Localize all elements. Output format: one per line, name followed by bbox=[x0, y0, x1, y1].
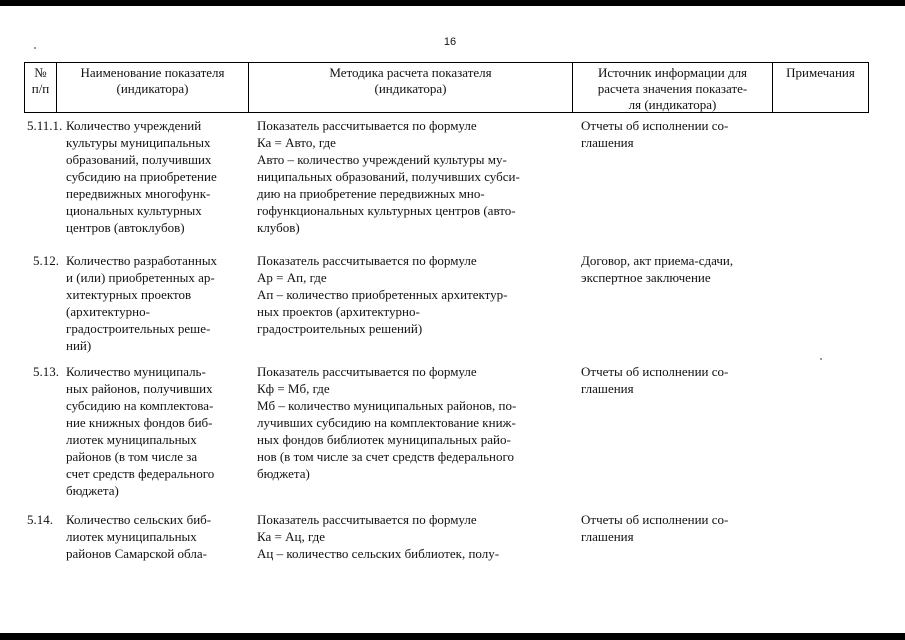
text-line: Отчеты об исполнении со- bbox=[581, 364, 729, 379]
text-line: (архитектурно- bbox=[66, 304, 150, 319]
text-line: Количество учреждений bbox=[66, 118, 202, 133]
header-line: расчета значения показате- bbox=[597, 81, 748, 96]
row-number: 5.12. bbox=[33, 253, 59, 268]
formula: Ка = Авто, где bbox=[257, 135, 336, 150]
indicator-name bbox=[66, 511, 246, 562]
header-line: Примечания bbox=[786, 65, 855, 80]
text-line: нов (в том числе за счет средств федерального bbox=[257, 449, 514, 464]
information-source bbox=[581, 252, 771, 286]
indicator-name bbox=[66, 252, 246, 354]
text-line: культуры муниципальных bbox=[66, 135, 211, 150]
text-line: субсидию на комплектова- bbox=[66, 398, 214, 413]
text-line: циональных культурных bbox=[66, 203, 202, 218]
text-line: ние книжных фондов биб- bbox=[66, 415, 213, 430]
text-line: градостроительных решений) bbox=[257, 321, 423, 336]
header-name bbox=[57, 65, 248, 97]
indicator-name bbox=[66, 117, 246, 236]
text-line: ных фондов библиотек муниципальных райо- bbox=[257, 432, 511, 447]
table-header bbox=[24, 62, 869, 113]
text-line: ных районов, получивших bbox=[66, 381, 213, 396]
header-method bbox=[249, 65, 572, 97]
text-line: хитектурных проектов bbox=[66, 287, 192, 302]
header-notes bbox=[773, 65, 868, 81]
header-num bbox=[25, 65, 56, 97]
header-line: (индикатора) bbox=[374, 81, 447, 96]
text-line: лиотек муниципальных bbox=[66, 529, 197, 544]
header-line: п/п bbox=[31, 81, 50, 96]
row-number: 5.13. bbox=[33, 364, 59, 379]
text-line: Показатель рассчитывается по формуле bbox=[257, 118, 477, 133]
text-line: образований, получивших bbox=[66, 152, 212, 167]
scan-top-border bbox=[0, 0, 905, 6]
formula: Ар = Ап, где bbox=[257, 270, 327, 285]
calculation-method bbox=[257, 252, 577, 337]
text-line: лиотек муниципальных bbox=[66, 432, 197, 447]
header-line: Наименование показателя bbox=[80, 65, 225, 80]
text-line: Отчеты об исполнении со- bbox=[581, 512, 729, 527]
text-line: передвижных многофунк- bbox=[66, 186, 211, 201]
text-line: районов (в том числе за bbox=[66, 449, 198, 464]
text-line: Авто – количество учреждений культуры му- bbox=[257, 152, 507, 167]
text-line: ний) bbox=[66, 338, 92, 353]
information-source bbox=[581, 117, 771, 151]
formula: Кф = Мб, где bbox=[257, 381, 330, 396]
text-line: субсидию на приобретение bbox=[66, 169, 217, 184]
text-line: градостроительных реше- bbox=[66, 321, 211, 336]
text-line: и (или) приобретенных ар- bbox=[66, 270, 215, 285]
calculation-method bbox=[257, 363, 577, 482]
text-line: гофункциональных культурных центров (авто- bbox=[257, 203, 516, 218]
text-line: глашения bbox=[581, 529, 634, 544]
text-line: ных проектов (архитектурно- bbox=[257, 304, 420, 319]
calculation-method bbox=[257, 511, 577, 562]
header-line: Источник информации для bbox=[597, 65, 748, 80]
scan-speck bbox=[34, 47, 36, 49]
page-number: 16 bbox=[443, 36, 457, 48]
text-line: клубов) bbox=[257, 220, 300, 235]
text-line: Ац – количество сельских библиотек, полу- bbox=[257, 546, 500, 561]
text-line: экспертное заключение bbox=[581, 270, 711, 285]
text-line: Показатель рассчитывается по формуле bbox=[257, 364, 477, 379]
row-number: 5.14. bbox=[27, 512, 53, 527]
text-line: центров (автоклубов) bbox=[66, 220, 185, 235]
header-line: ля (индикатора) bbox=[628, 97, 717, 112]
text-line: Отчеты об исполнении со- bbox=[581, 118, 729, 133]
text-line: счет средств федерального bbox=[66, 466, 215, 481]
scan-speck bbox=[820, 358, 822, 360]
information-source bbox=[581, 511, 771, 545]
information-source bbox=[581, 363, 771, 397]
header-line: № bbox=[34, 65, 47, 80]
text-line: Количество муниципаль- bbox=[66, 364, 206, 379]
text-line: Количество сельских биб- bbox=[66, 512, 212, 527]
row-number: 5.11.1. bbox=[27, 118, 63, 133]
text-line: Ап – количество приобретенных архитектур- bbox=[257, 287, 508, 302]
text-line: Мб – количество муниципальных районов, по- bbox=[257, 398, 517, 413]
header-line: (индикатора) bbox=[116, 81, 189, 96]
text-line: ниципальных образований, получивших субси- bbox=[257, 169, 520, 184]
text-line: Показатель рассчитывается по формуле bbox=[257, 253, 477, 268]
calculation-method bbox=[257, 117, 577, 236]
header-source bbox=[573, 65, 772, 113]
text-line: районов Самарской обла- bbox=[66, 546, 207, 561]
text-line: глашения bbox=[581, 381, 634, 396]
text-line: глашения bbox=[581, 135, 634, 150]
header-top-rule bbox=[24, 62, 869, 63]
text-line: Показатель рассчитывается по формуле bbox=[257, 512, 477, 527]
header-line: Методика расчета показателя bbox=[329, 65, 492, 80]
text-line: дию на приобретение передвижных мно- bbox=[257, 186, 485, 201]
formula: Ка = Ац, где bbox=[257, 529, 326, 544]
column-divider bbox=[868, 62, 869, 113]
text-line: бюджета) bbox=[66, 483, 119, 498]
text-line: бюджета) bbox=[257, 466, 310, 481]
indicator-name bbox=[66, 363, 246, 499]
scan-bottom-border bbox=[0, 633, 905, 640]
text-line: Договор, акт приема-сдачи, bbox=[581, 253, 734, 268]
text-line: Количество разработанных bbox=[66, 253, 218, 268]
text-line: лучивших субсидию на комплектование книж- bbox=[257, 415, 516, 430]
